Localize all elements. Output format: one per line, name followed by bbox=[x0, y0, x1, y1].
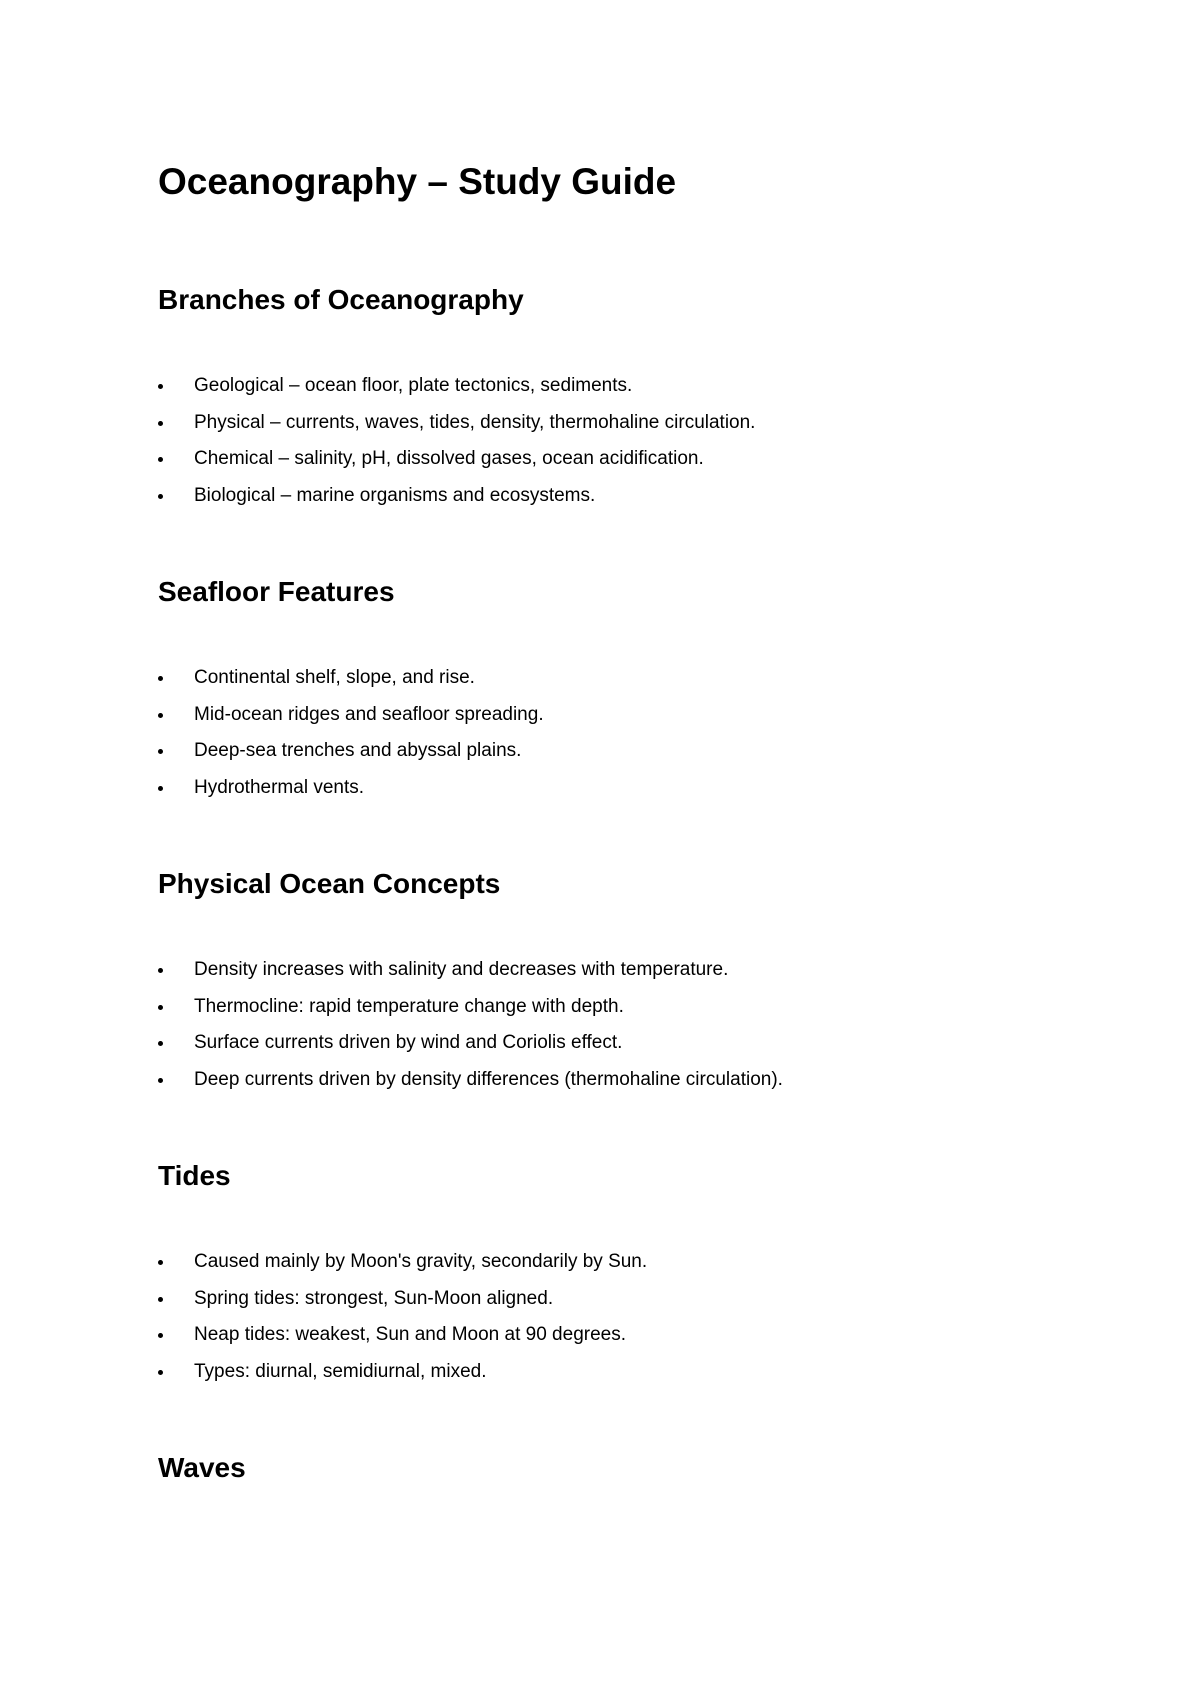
section-heading-tides: Tides bbox=[158, 1160, 231, 1191]
list-item-text: Mid-ocean ridges and seafloor spreading. bbox=[194, 703, 544, 725]
list-item-text: Deep-sea trenches and abyssal plains. bbox=[194, 740, 522, 761]
bullet-icon bbox=[158, 494, 163, 499]
section-heading-branches: Branches of Oceanography bbox=[158, 284, 524, 315]
bullet-icon bbox=[158, 1370, 163, 1375]
bullet-icon bbox=[158, 1041, 163, 1046]
list-item-text: Geological – ocean floor, plate tectonics, sediments. bbox=[194, 375, 633, 396]
bullet-icon bbox=[158, 457, 163, 462]
section-heading-waves: Waves bbox=[158, 1452, 246, 1483]
list-item-text: Surface currents driven by wind and Coriolis effect. bbox=[194, 1032, 623, 1053]
list-item-text: Deep currents driven by density differences (thermohaline circulation). bbox=[194, 1068, 783, 1090]
bullet-icon bbox=[158, 1005, 163, 1010]
bullet-icon bbox=[158, 713, 163, 718]
bullet-icon bbox=[158, 1297, 163, 1302]
bullet-icon bbox=[158, 384, 163, 389]
bullet-icon bbox=[158, 749, 163, 754]
bullet-icon bbox=[158, 1333, 163, 1338]
list-item-text: Hydrothermal vents. bbox=[194, 776, 365, 798]
section-heading-physical-concepts: Physical Ocean Concepts bbox=[158, 868, 501, 899]
bullet-icon bbox=[158, 968, 163, 973]
section-heading-seafloor: Seafloor Features bbox=[158, 576, 395, 607]
bullet-icon bbox=[158, 421, 163, 426]
list-item-text: Types: diurnal, semidiurnal, mixed. bbox=[194, 1360, 487, 1382]
bullet-icon bbox=[158, 1078, 163, 1083]
bullet-icon bbox=[158, 786, 163, 791]
list-item-text: Thermocline: rapid temperature change with depth. bbox=[194, 995, 624, 1017]
list-item-text: Density increases with salinity and decreases with temperature. bbox=[194, 959, 729, 980]
list-item-text: Neap tides: weakest, Sun and Moon at 90 degrees. bbox=[194, 1324, 626, 1345]
list-item-text: Physical – currents, waves, tides, density, thermohaline circulation. bbox=[194, 411, 756, 433]
list-item-text: Caused mainly by Moon's gravity, secondarily by Sun. bbox=[194, 1251, 648, 1272]
document-title: Oceanography – Study Guide bbox=[158, 161, 677, 202]
list-item-text: Biological – marine organisms and ecosystems. bbox=[194, 484, 596, 506]
bullet-icon bbox=[158, 676, 163, 681]
list-item-text: Continental shelf, slope, and rise. bbox=[194, 667, 475, 688]
list-item-text: Spring tides: strongest, Sun-Moon aligned. bbox=[194, 1287, 554, 1309]
bullet-icon bbox=[158, 1260, 163, 1265]
list-item-text: Chemical – salinity, pH, dissolved gases, ocean acidification. bbox=[194, 448, 704, 469]
